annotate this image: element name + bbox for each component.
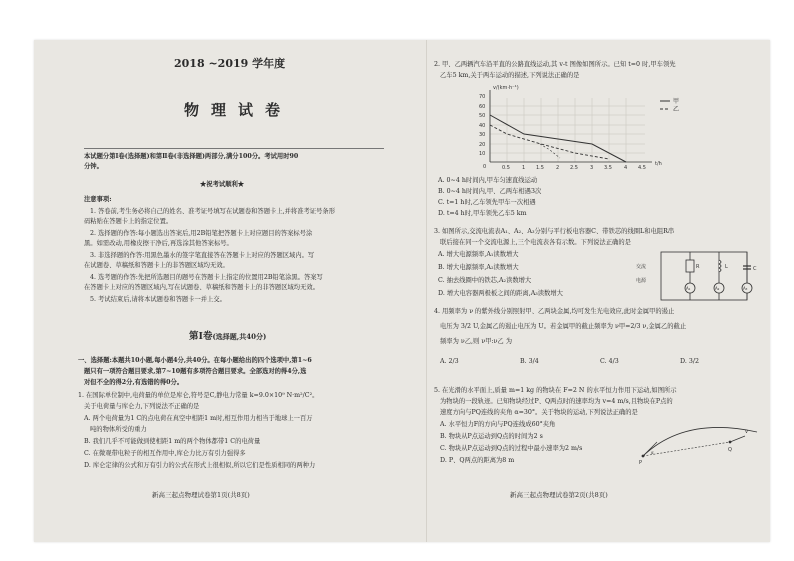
q3-stem: 3. 如图所示,交流电流表A₁、A₂、A₃分别与平行板电容器C、带铁芯的线圈L和电阻R串	[434, 228, 675, 235]
q1-option: 吨的物体所受的重力	[90, 426, 147, 433]
legend-jia: 甲	[673, 98, 680, 105]
velocity-arrow-q	[730, 436, 745, 442]
svg-text:2.5: 2.5	[570, 165, 578, 171]
q2-stem: 乙车5 km,关于两车运动的描述,下列说法正确的是	[440, 72, 580, 79]
q5-stem: 速度方向与PQ连线的夹角 α=30°。关于物块的运动,下列说法正确的是	[440, 409, 638, 416]
svg-text:30: 30	[479, 132, 486, 138]
note-line: 码粘贴在答题卡上的指定位置。	[84, 218, 173, 225]
section-title: 第Ⅰ卷(选择题,共40分)	[189, 331, 267, 342]
svg-text:70: 70	[479, 94, 486, 100]
svg-text:2: 2	[556, 165, 560, 171]
label-a3: A₃	[743, 286, 748, 291]
svg-text:0.5: 0.5	[502, 165, 510, 171]
svg-text:10: 10	[479, 151, 486, 157]
instructions-line: 对但不全的得2分,有选错的得0分。	[84, 379, 184, 386]
q4-option-d: D. 3/2	[680, 358, 699, 365]
label-r: R	[696, 264, 700, 270]
label-l: L	[725, 264, 728, 270]
q3-option: A. 增大电源频率,A₁读数增大	[438, 251, 519, 258]
label-q: Q	[728, 447, 732, 453]
legend-yi: 乙	[673, 106, 680, 113]
q1-option: B. 我们几乎不可能做到使相距1 m的两个物体都带1 C的电荷量	[84, 438, 261, 445]
subject-title: 物理试卷	[184, 101, 293, 119]
q2-option: A. 0~4 h时间内,甲车匀速直线运动	[438, 177, 538, 184]
page-footer: 新高三起点物理试卷第2页(共8页)	[510, 491, 608, 499]
label-a2: A₂	[715, 286, 720, 291]
q5-option: B. 物块从P点运动到Q点的时间为2 s	[440, 433, 543, 440]
q2-option: C. t=1 h时,乙车领先甲车一次相遇	[438, 199, 536, 206]
label-v: v	[745, 429, 748, 435]
svg-text:0: 0	[483, 164, 487, 170]
q5-stem: 为物块的一段轨迹。已知物块经过P、Q两点时的速率均为 v=4 m/s,且物块在P点的	[440, 398, 673, 405]
q1-option: A. 两个电荷量为1 C的点电荷在真空中相距1 m时,相互作用力相当于地球上一百万	[84, 415, 313, 422]
q1-stem: 关于电荷量与库仑力,下列说法不正确的是	[84, 403, 200, 410]
intro-line-1: 本试题分第Ⅰ卷(选择题)和第Ⅱ卷(非选择题)两部分,满分100分。考试用时90	[84, 153, 299, 160]
q2-option: B. 0~4 h时间内,甲、乙两车相遇3次	[438, 188, 542, 195]
trajectory-curve	[643, 427, 757, 456]
label-alpha: α	[651, 450, 654, 455]
q4-option-c: C. 4/3	[600, 358, 619, 365]
svg-text:60: 60	[479, 104, 486, 110]
q5-option: A. 水平恒力F的方向与PQ连线成60°夹角	[440, 421, 556, 428]
y-axis-label: v/(km·h⁻¹)	[493, 85, 519, 91]
q2-stem: 2. 甲、乙两辆汽车沿平直的公路直线运动,其 v-t 图像如图所示。已知 t=0 时,甲车领先	[434, 61, 676, 68]
note-line: 黑。如需改动,用橡皮擦干净后,再选涂其他答案标号。	[84, 240, 233, 247]
svg-text:4: 4	[624, 165, 628, 171]
svg-text:50: 50	[479, 113, 486, 119]
exam-sheet	[34, 40, 770, 542]
instructions-line: 题只有一项符合题目要求,第7~10题有多项符合题目要求。全部选对的得4分,选	[84, 368, 307, 375]
q3-option: B. 增大电源频率,A₂读数增大	[438, 264, 519, 271]
source-label-2: 电源	[636, 278, 647, 284]
vt-graph	[470, 82, 710, 174]
trajectory-diagram	[635, 418, 765, 466]
note-line: 2. 选择题的作答:每小题选出答案后,用2B铅笔把答题卡上对应题目的答案标号涂	[90, 230, 313, 237]
svg-text:40: 40	[479, 123, 486, 129]
intro-line-2: 分钟。	[84, 163, 103, 170]
x-axis-label: t/h	[655, 161, 662, 167]
q1-option: D. 库仑定律的公式和万有引力的公式在形式上很相似,所以它们是性质相同的两种力	[84, 462, 316, 469]
note-line: 3. 非选择题的作答:用黑色墨水的签字笔直接答在答题卡上对应的答题区域内。写	[90, 252, 315, 259]
good-luck-stamp: ★祝考试顺利★	[200, 181, 245, 188]
year-title: 2018 ~2019 学年度	[174, 57, 286, 70]
pq-chord	[643, 442, 730, 456]
q4-stem: 频率为 ν乙,则 ν甲:ν乙 为	[440, 338, 512, 345]
svg-text:3: 3	[590, 165, 594, 171]
q5-option: D. P、Q两点的距离为8 m	[440, 457, 515, 464]
point-q	[729, 441, 732, 444]
inductor-symbol	[719, 260, 721, 272]
resistor-symbol	[686, 260, 694, 272]
note-line: 1. 答卷前,考生务必将自己的姓名、准考证号填写在试题卷和答题卡上,并将准考证号条形	[90, 208, 335, 215]
svg-text:1: 1	[522, 165, 526, 171]
q5-stem: 5. 在光滑的水平面上,质量 m=1 kg 的物块在 F=2 N 的水平恒力作用下运动,如图所示	[434, 387, 677, 394]
svg-text:20: 20	[479, 142, 486, 148]
svg-text:1.5: 1.5	[536, 165, 544, 171]
y-tick-labels	[479, 94, 486, 170]
q4-stem: 电压为 3/2 U,金属乙的遏止电压为 U。若金属甲的截止频率为 ν甲=2/3 ν,金属乙的截止	[440, 323, 687, 330]
svg-text:3.5: 3.5	[604, 165, 612, 171]
q5-option: C. 物块从P点运动到Q点的过程中最小速率为2 m/s	[440, 445, 583, 452]
series-yi-line	[490, 125, 609, 159]
note-line: 在答题卡上对应的答题区域内,写在试题卷、草稿纸和答题卡上的非答题区域均无效。	[84, 284, 319, 291]
q3-option: C. 抽去线圈中的铁芯,A₂读数增大	[438, 277, 532, 284]
q4-stem: 4. 用频率为 ν 的紫外线分别照射甲、乙两块金属,均可发生光电效应,此时金属甲的遏止	[434, 308, 675, 315]
page-fold	[426, 40, 427, 542]
note-line: 5. 考试结束后,请将本试题卷和答题卡一并上交。	[90, 296, 226, 303]
notes-title: 注意事项:	[84, 196, 112, 203]
label-c: C	[753, 266, 757, 272]
q1-option: C. 在微观带电粒子的相互作用中,库仑力比万有引力强得多	[84, 450, 246, 457]
note-line: 4. 选考题的作答:先把所选题目的题号在答题卡上指定的位置用2B铅笔涂黑。答案写	[90, 274, 323, 281]
x-tick-labels	[502, 165, 646, 171]
label-p: P	[639, 460, 643, 466]
label-a1: A₁	[686, 286, 691, 291]
page-footer: 新高三起点物理试卷第1页(共8页)	[152, 491, 250, 499]
page-1	[34, 40, 424, 542]
circuit-diagram	[635, 248, 763, 308]
divider	[84, 148, 384, 149]
source-label-1: 交流	[636, 264, 647, 270]
q4-option-a: A. 2/3	[440, 358, 459, 365]
page-2	[430, 40, 770, 542]
q3-option: D. 增大电容器两极板之间的距离,A₃读数增大	[438, 290, 563, 297]
svg-text:4.5: 4.5	[638, 165, 646, 171]
q2-option: D. t=4 h时,甲车领先乙车5 km	[438, 210, 527, 217]
note-line: 在试题卷、草稿纸和答题卡上的非答题区域均无效。	[84, 262, 229, 269]
q3-stem: 联后接在同一个交流电源上,三个电流表各有示数。下列说法正确的是	[440, 239, 631, 246]
q1-stem: 1. 在国际单位制中,电荷量的单位是库仑,符号是C,静电力常量 k=9.0×10⁹ N·m²/C²。	[78, 392, 319, 399]
point-p	[642, 455, 645, 458]
series-yi-branch	[540, 144, 560, 158]
instructions-line: 一、选择题:本题共10小题,每小题4分,共40分。在每小题给出的四个选项中,第1~6	[78, 357, 312, 364]
q4-option-b: B. 3/4	[520, 358, 539, 365]
